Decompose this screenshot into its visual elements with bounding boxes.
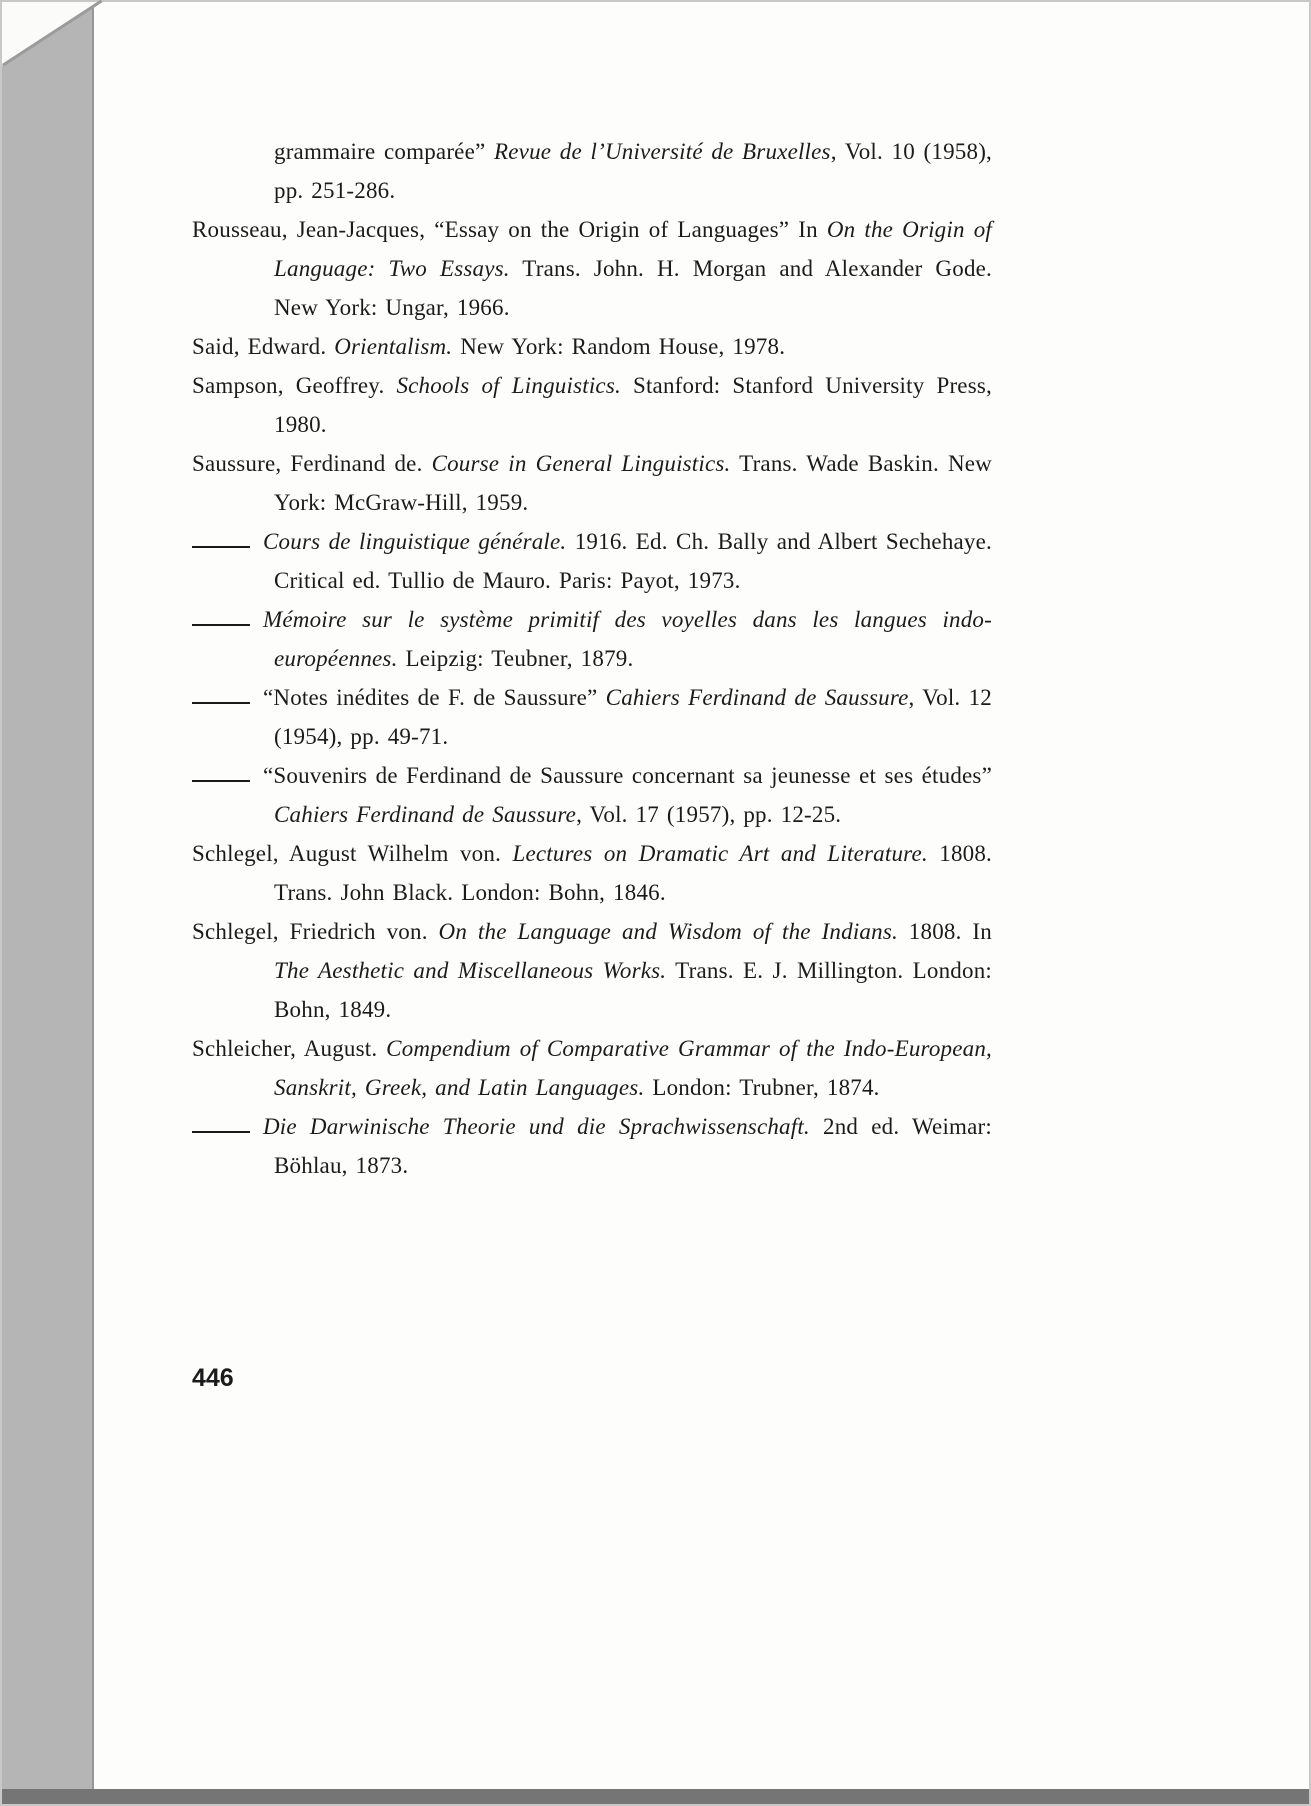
text-run: Schlegel, August Wilhelm von. xyxy=(192,841,513,866)
text-run: Sampson, Geoffrey. xyxy=(192,373,397,398)
text-run: , Vol. 17 (1957), pp. 12-25. xyxy=(576,802,842,827)
italic-run: Schools of Linguistics. xyxy=(396,373,621,398)
italic-run: Cahiers Ferdinand de Saussure xyxy=(605,685,909,710)
text-run: 2nd ed. Weimar: Böhlau, 1873. xyxy=(274,1114,993,1178)
text-run: London: Trubner, 1874. xyxy=(644,1075,880,1100)
italic-run: Course in General Linguistics. xyxy=(431,451,731,476)
bib-entry xyxy=(192,444,992,522)
italic-run: The Aesthetic and Miscellaneous Works. xyxy=(274,958,667,983)
bib-entry xyxy=(192,522,992,600)
text-run: Leipzig: Teubner, 1879. xyxy=(397,646,634,671)
author-repeat-rule xyxy=(192,546,250,549)
text-run: 1808. In xyxy=(897,919,992,944)
italic-run: Compendium of Comparative Grammar of the Indo-European, Sanskrit, Greek, and Latin Languages. xyxy=(274,1036,992,1100)
bib-entry xyxy=(192,1029,992,1107)
text-run: , Vol. 10 (1958), pp. 251-286. xyxy=(274,139,992,203)
bib-entry xyxy=(192,912,992,1029)
text-run: , Vol. 12 (1954), pp. 49-71. xyxy=(274,685,992,749)
bib-entry xyxy=(192,210,992,327)
text-run: Trans. E. J. Millington. London: Bohn, 1849. xyxy=(274,958,992,1022)
page-bottom-shadow xyxy=(2,1789,1309,1804)
text-run: Said, Edward. xyxy=(192,334,335,359)
page-number: 446 xyxy=(192,1364,234,1392)
bib-entry xyxy=(192,756,992,834)
bibliography-list xyxy=(192,132,992,1185)
text-run: Schleicher, August. xyxy=(192,1036,387,1061)
bib-entry xyxy=(192,366,992,444)
italic-run: On the Language and Wisdom of the Indians. xyxy=(438,919,898,944)
author-repeat-rule xyxy=(192,780,250,783)
italic-run: Revue de l’Université de Bruxelles xyxy=(494,139,831,164)
author-repeat-rule xyxy=(192,702,250,705)
text-run: “Souvenirs de Ferdinand de Saussure concernant sa jeunesse et ses études” xyxy=(263,763,992,788)
italic-run: On the Origin of Language: Two Essays. xyxy=(274,217,993,281)
italic-run: Mémoire sur le système primitif des voyelles dans les langues indo-européennes. xyxy=(263,607,992,671)
text-run: “Notes inédites de F. de Saussure” xyxy=(263,685,606,710)
author-repeat-rule xyxy=(192,624,250,627)
text-run: Rousseau, Jean-Jacques, “Essay on the Origin of Languages” In xyxy=(192,217,827,242)
bib-entry xyxy=(192,600,992,678)
italic-run: Die Darwinische Theorie und die Sprachwissenschaft. xyxy=(263,1114,810,1139)
text-run: Stanford: Stanford University Press, 1980. xyxy=(274,373,992,437)
bib-entry xyxy=(192,1107,992,1185)
text-run: Schlegel, Friedrich von. xyxy=(192,919,439,944)
bib-entry xyxy=(274,132,992,210)
text-run: Trans. John. H. Morgan and Alexander Gode. New York: Ungar, 1966. xyxy=(274,256,993,320)
italic-run: Lectures on Dramatic Art and Literature. xyxy=(512,841,928,866)
text-run: Saussure, Ferdinand de. xyxy=(192,451,432,476)
text-run: grammaire comparée” xyxy=(274,139,495,164)
bib-entry xyxy=(192,834,992,912)
italic-run: Cahiers Ferdinand de Saussure xyxy=(274,802,577,827)
text-run: 1916. Ed. Ch. Bally and Albert Sechehaye. Critical ed. Tullio de Mauro. Paris: Payot, 1973. xyxy=(274,529,992,593)
bib-entry xyxy=(192,327,992,366)
italic-run: Orientalism. xyxy=(334,334,453,359)
text-run: 1808. Trans. John Black. London: Bohn, 1846. xyxy=(274,841,992,905)
book-spine-edge xyxy=(2,2,94,1793)
bib-entry xyxy=(192,678,992,756)
author-repeat-rule xyxy=(192,1131,250,1134)
italic-run: Cours de linguistique générale. xyxy=(263,529,567,554)
text-run: Trans. Wade Baskin. New York: McGraw-Hill, 1959. xyxy=(274,451,992,515)
text-run: New York: Random House, 1978. xyxy=(452,334,786,359)
